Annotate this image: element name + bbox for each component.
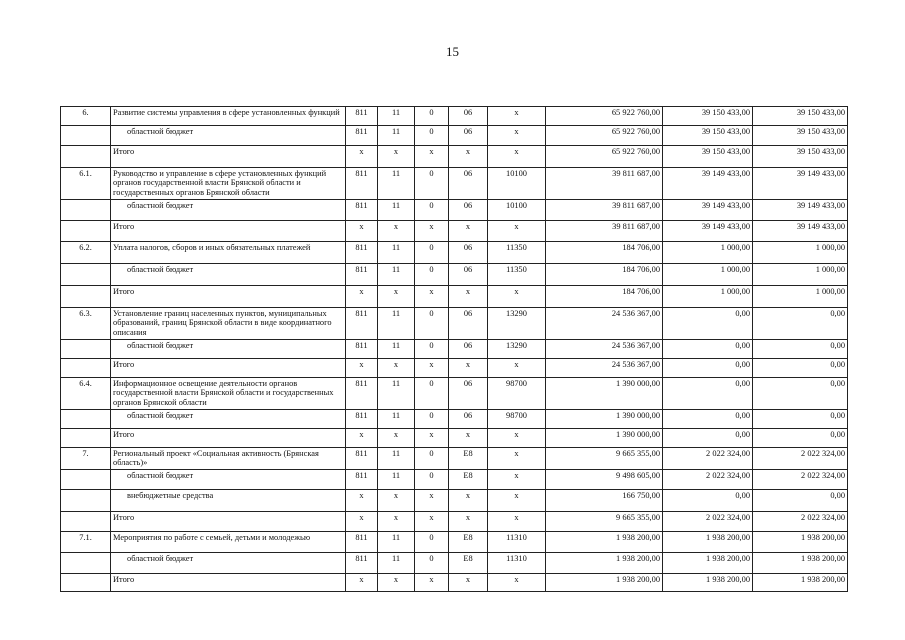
amount-cell: 65 922 760,00 bbox=[546, 126, 663, 146]
code-cell: 11310 bbox=[488, 553, 546, 574]
table-row bbox=[61, 429, 848, 448]
row-number-cell bbox=[61, 359, 111, 378]
table-row bbox=[61, 146, 848, 168]
code-cell: 11 bbox=[378, 340, 415, 359]
row-name-text: областной бюджет bbox=[127, 471, 194, 480]
amount-cell: 39 149 433,00 bbox=[663, 221, 753, 242]
code-cell: 11 bbox=[378, 448, 415, 470]
code-cell: 13290 bbox=[488, 340, 546, 359]
code-cell: х bbox=[378, 286, 415, 308]
code-cell: 06 bbox=[449, 264, 488, 286]
amount-cell: 39 150 433,00 bbox=[663, 146, 753, 168]
code-cell: 98700 bbox=[488, 378, 546, 410]
code-cell: х bbox=[378, 574, 415, 592]
code-cell: 06 bbox=[449, 308, 488, 340]
code-cell: 98700 bbox=[488, 410, 546, 429]
row-number-cell bbox=[61, 490, 111, 512]
code-cell: 11 bbox=[378, 242, 415, 264]
code-cell: Е8 bbox=[449, 532, 488, 553]
row-name-cell bbox=[111, 470, 346, 490]
row-name-cell: Итого bbox=[111, 146, 346, 168]
code-cell: 06 bbox=[449, 340, 488, 359]
row-number-cell bbox=[61, 574, 111, 592]
code-cell: 11 bbox=[378, 470, 415, 490]
code-cell: х bbox=[415, 490, 449, 512]
table-row bbox=[61, 126, 848, 146]
table-row bbox=[61, 107, 848, 126]
amount-cell: 0,00 bbox=[753, 490, 848, 512]
row-number-cell: 7. bbox=[61, 448, 111, 470]
table-row bbox=[61, 242, 848, 264]
code-cell: х bbox=[488, 107, 546, 126]
code-cell: х bbox=[488, 448, 546, 470]
code-cell: 0 bbox=[415, 532, 449, 553]
code-cell: 811 bbox=[346, 340, 378, 359]
row-number-cell: 6.4. bbox=[61, 378, 111, 410]
amount-cell: 0,00 bbox=[663, 340, 753, 359]
table-row bbox=[61, 200, 848, 221]
amount-cell: 0,00 bbox=[663, 490, 753, 512]
code-cell: 11 bbox=[378, 264, 415, 286]
row-number-cell bbox=[61, 512, 111, 532]
code-cell: х bbox=[488, 126, 546, 146]
row-name-cell: Итого bbox=[111, 512, 346, 532]
code-cell: 11310 bbox=[488, 532, 546, 553]
code-cell: 811 bbox=[346, 410, 378, 429]
code-cell: 811 bbox=[346, 378, 378, 410]
code-cell: 0 bbox=[415, 340, 449, 359]
code-cell: 0 bbox=[415, 264, 449, 286]
code-cell: 06 bbox=[449, 410, 488, 429]
row-name-cell: Итого bbox=[111, 221, 346, 242]
code-cell: х bbox=[449, 359, 488, 378]
table-row bbox=[61, 512, 848, 532]
amount-cell: 0,00 bbox=[753, 410, 848, 429]
row-name-cell: Развитие системы управления в сфере установленных функций bbox=[111, 107, 346, 126]
amount-cell: 1 938 200,00 bbox=[663, 574, 753, 592]
code-cell: х bbox=[378, 146, 415, 168]
row-name-text: областной бюджет bbox=[127, 341, 194, 350]
row-number-cell bbox=[61, 200, 111, 221]
amount-cell: 184 706,00 bbox=[546, 286, 663, 308]
amount-cell: 1 000,00 bbox=[663, 286, 753, 308]
code-cell: х bbox=[449, 221, 488, 242]
amount-cell: 9 665 355,00 bbox=[546, 448, 663, 470]
code-cell: 0 bbox=[415, 126, 449, 146]
row-name-text: областной бюджет bbox=[127, 411, 194, 420]
code-cell: х bbox=[415, 429, 449, 448]
code-cell: 11 bbox=[378, 378, 415, 410]
table-body bbox=[61, 107, 848, 592]
code-cell: 0 bbox=[415, 378, 449, 410]
code-cell: 811 bbox=[346, 126, 378, 146]
code-cell: х bbox=[449, 429, 488, 448]
amount-cell: 184 706,00 bbox=[546, 264, 663, 286]
row-number-cell bbox=[61, 126, 111, 146]
row-name-cell: Мероприятия по работе с семьей, детьми и молодежью bbox=[111, 532, 346, 553]
amount-cell: 0,00 bbox=[753, 429, 848, 448]
amount-cell: 1 938 200,00 bbox=[546, 574, 663, 592]
code-cell: 11 bbox=[378, 532, 415, 553]
row-number-cell bbox=[61, 410, 111, 429]
table-row bbox=[61, 410, 848, 429]
amount-cell: 39 150 433,00 bbox=[663, 126, 753, 146]
code-cell: х bbox=[415, 286, 449, 308]
row-name-text: областной бюджет bbox=[127, 265, 194, 274]
code-cell: х bbox=[488, 429, 546, 448]
row-name-cell: Информационное освещение деятельности органов государственной власти Брянской области и государственных органов Брянской области bbox=[111, 378, 346, 410]
code-cell: х bbox=[378, 429, 415, 448]
row-number-cell bbox=[61, 553, 111, 574]
code-cell: 811 bbox=[346, 264, 378, 286]
code-cell: х bbox=[378, 512, 415, 532]
table-row bbox=[61, 574, 848, 592]
amount-cell: 39 150 433,00 bbox=[753, 107, 848, 126]
code-cell: 11 bbox=[378, 308, 415, 340]
code-cell: 811 bbox=[346, 200, 378, 221]
amount-cell: 24 536 367,00 bbox=[546, 340, 663, 359]
code-cell: х bbox=[346, 221, 378, 242]
amount-cell: 1 938 200,00 bbox=[753, 553, 848, 574]
amount-cell: 39 149 433,00 bbox=[663, 200, 753, 221]
code-cell: Е8 bbox=[449, 448, 488, 470]
amount-cell: 9 665 355,00 bbox=[546, 512, 663, 532]
amount-cell: 24 536 367,00 bbox=[546, 359, 663, 378]
code-cell: 811 bbox=[346, 448, 378, 470]
amount-cell: 1 000,00 bbox=[753, 242, 848, 264]
amount-cell: 2 022 324,00 bbox=[663, 448, 753, 470]
row-name-text: областной бюджет bbox=[127, 201, 194, 210]
amount-cell: 0,00 bbox=[663, 308, 753, 340]
table-row bbox=[61, 359, 848, 378]
row-name-cell bbox=[111, 490, 346, 512]
amount-cell: 0,00 bbox=[753, 378, 848, 410]
amount-cell: 9 498 605,00 bbox=[546, 470, 663, 490]
table-row bbox=[61, 553, 848, 574]
row-number-cell: 6.1. bbox=[61, 168, 111, 200]
code-cell: х bbox=[488, 512, 546, 532]
row-name-cell: Региональный проект «Социальная активность (Брянская область)» bbox=[111, 448, 346, 470]
row-name-cell bbox=[111, 410, 346, 429]
row-name-cell bbox=[111, 126, 346, 146]
code-cell: 0 bbox=[415, 410, 449, 429]
code-cell: х bbox=[415, 512, 449, 532]
code-cell: 11 bbox=[378, 553, 415, 574]
budget-table bbox=[60, 106, 848, 592]
row-name-text: областной бюджет bbox=[127, 127, 194, 136]
code-cell: х bbox=[449, 512, 488, 532]
row-number-cell bbox=[61, 221, 111, 242]
code-cell: Е8 bbox=[449, 553, 488, 574]
code-cell: х bbox=[346, 359, 378, 378]
row-name-cell bbox=[111, 264, 346, 286]
code-cell: 11350 bbox=[488, 264, 546, 286]
amount-cell: 1 938 200,00 bbox=[663, 532, 753, 553]
code-cell: 0 bbox=[415, 168, 449, 200]
code-cell: 11 bbox=[378, 200, 415, 221]
code-cell: х bbox=[378, 359, 415, 378]
amount-cell: 0,00 bbox=[753, 340, 848, 359]
code-cell: 06 bbox=[449, 378, 488, 410]
amount-cell: 39 150 433,00 bbox=[753, 126, 848, 146]
table-row bbox=[61, 340, 848, 359]
amount-cell: 1 000,00 bbox=[753, 286, 848, 308]
code-cell: х bbox=[449, 286, 488, 308]
amount-cell: 184 706,00 bbox=[546, 242, 663, 264]
row-name-text: областной бюджет bbox=[127, 554, 194, 563]
amount-cell: 1 390 000,00 bbox=[546, 410, 663, 429]
amount-cell: 0,00 bbox=[663, 378, 753, 410]
code-cell: х bbox=[378, 490, 415, 512]
amount-cell: 2 022 324,00 bbox=[663, 470, 753, 490]
amount-cell: 0,00 bbox=[663, 429, 753, 448]
code-cell: х bbox=[488, 490, 546, 512]
row-number-cell: 6. bbox=[61, 107, 111, 126]
table-row bbox=[61, 221, 848, 242]
code-cell: х bbox=[449, 574, 488, 592]
table-row bbox=[61, 168, 848, 200]
code-cell: х bbox=[449, 146, 488, 168]
amount-cell: 0,00 bbox=[663, 410, 753, 429]
code-cell: х bbox=[378, 221, 415, 242]
amount-cell: 24 536 367,00 bbox=[546, 308, 663, 340]
amount-cell: 1 000,00 bbox=[663, 242, 753, 264]
amount-cell: 39 149 433,00 bbox=[753, 168, 848, 200]
row-name-cell: Итого bbox=[111, 574, 346, 592]
row-number-cell: 6.2. bbox=[61, 242, 111, 264]
amount-cell: 1 390 000,00 bbox=[546, 429, 663, 448]
amount-cell: 1 000,00 bbox=[753, 264, 848, 286]
amount-cell: 1 938 200,00 bbox=[663, 553, 753, 574]
code-cell: х bbox=[488, 221, 546, 242]
code-cell: 811 bbox=[346, 532, 378, 553]
code-cell: 811 bbox=[346, 107, 378, 126]
amount-cell: 1 938 200,00 bbox=[546, 553, 663, 574]
code-cell: 0 bbox=[415, 242, 449, 264]
amount-cell: 39 149 433,00 bbox=[753, 221, 848, 242]
code-cell: 06 bbox=[449, 200, 488, 221]
table-row bbox=[61, 490, 848, 512]
code-cell: 11 bbox=[378, 107, 415, 126]
code-cell: 06 bbox=[449, 126, 488, 146]
row-number-cell bbox=[61, 470, 111, 490]
code-cell: 0 bbox=[415, 448, 449, 470]
code-cell: 11 bbox=[378, 168, 415, 200]
code-cell: 13290 bbox=[488, 308, 546, 340]
code-cell: х bbox=[488, 470, 546, 490]
code-cell: х bbox=[415, 221, 449, 242]
table-row bbox=[61, 308, 848, 340]
amount-cell: 2 022 324,00 bbox=[753, 512, 848, 532]
code-cell: х bbox=[488, 574, 546, 592]
code-cell: х bbox=[488, 146, 546, 168]
amount-cell: 39 811 687,00 bbox=[546, 221, 663, 242]
code-cell: х bbox=[415, 574, 449, 592]
amount-cell: 65 922 760,00 bbox=[546, 107, 663, 126]
code-cell: 11 bbox=[378, 126, 415, 146]
amount-cell: 166 750,00 bbox=[546, 490, 663, 512]
amount-cell: 1 938 200,00 bbox=[546, 532, 663, 553]
amount-cell: 39 811 687,00 bbox=[546, 200, 663, 221]
row-number-cell bbox=[61, 286, 111, 308]
table-row bbox=[61, 470, 848, 490]
code-cell: х bbox=[346, 146, 378, 168]
code-cell: 11350 bbox=[488, 242, 546, 264]
row-number-cell bbox=[61, 340, 111, 359]
row-number-cell: 7.1. bbox=[61, 532, 111, 553]
code-cell: 0 bbox=[415, 200, 449, 221]
code-cell: х bbox=[346, 490, 378, 512]
code-cell: 06 bbox=[449, 242, 488, 264]
code-cell: 11 bbox=[378, 410, 415, 429]
code-cell: 811 bbox=[346, 242, 378, 264]
amount-cell: 1 390 000,00 bbox=[546, 378, 663, 410]
code-cell: Е8 bbox=[449, 470, 488, 490]
code-cell: 0 bbox=[415, 107, 449, 126]
amount-cell: 2 022 324,00 bbox=[753, 470, 848, 490]
code-cell: 811 bbox=[346, 308, 378, 340]
amount-cell: 2 022 324,00 bbox=[663, 512, 753, 532]
table-row bbox=[61, 378, 848, 410]
code-cell: х bbox=[449, 490, 488, 512]
row-name-cell: Руководство и управление в сфере установленных функций органов государственной власти Брянской области и государственных органов Брянской области bbox=[111, 168, 346, 200]
row-number-cell: 6.3. bbox=[61, 308, 111, 340]
table-row bbox=[61, 264, 848, 286]
amount-cell: 39 149 433,00 bbox=[663, 168, 753, 200]
row-number-cell bbox=[61, 264, 111, 286]
code-cell: 0 bbox=[415, 308, 449, 340]
amount-cell: 0,00 bbox=[753, 308, 848, 340]
table-row bbox=[61, 286, 848, 308]
amount-cell: 39 149 433,00 bbox=[753, 200, 848, 221]
code-cell: 0 bbox=[415, 470, 449, 490]
table-row bbox=[61, 448, 848, 470]
amount-cell: 1 000,00 bbox=[663, 264, 753, 286]
code-cell: 06 bbox=[449, 168, 488, 200]
row-name-cell bbox=[111, 340, 346, 359]
code-cell: 811 bbox=[346, 470, 378, 490]
row-name-cell bbox=[111, 200, 346, 221]
amount-cell: 39 150 433,00 bbox=[753, 146, 848, 168]
amount-cell: 2 022 324,00 bbox=[753, 448, 848, 470]
code-cell: х bbox=[346, 512, 378, 532]
row-number-cell bbox=[61, 429, 111, 448]
row-name-text: внебюджетные средства bbox=[127, 491, 214, 500]
row-name-cell: Итого bbox=[111, 429, 346, 448]
row-number-cell bbox=[61, 146, 111, 168]
row-name-cell: Уплата налогов, сборов и иных обязательных платежей bbox=[111, 242, 346, 264]
code-cell: х bbox=[415, 359, 449, 378]
code-cell: 811 bbox=[346, 553, 378, 574]
amount-cell: 0,00 bbox=[663, 359, 753, 378]
code-cell: 10100 bbox=[488, 200, 546, 221]
amount-cell: 39 150 433,00 bbox=[663, 107, 753, 126]
row-name-cell: Итого bbox=[111, 359, 346, 378]
code-cell: 06 bbox=[449, 107, 488, 126]
code-cell: х bbox=[346, 286, 378, 308]
page-number: 15 bbox=[446, 44, 459, 59]
amount-cell: 1 938 200,00 bbox=[753, 532, 848, 553]
amount-cell: 1 938 200,00 bbox=[753, 574, 848, 592]
amount-cell: 39 811 687,00 bbox=[546, 168, 663, 200]
row-name-cell bbox=[111, 553, 346, 574]
code-cell: х bbox=[346, 429, 378, 448]
code-cell: 0 bbox=[415, 553, 449, 574]
code-cell: х bbox=[346, 574, 378, 592]
code-cell: 811 bbox=[346, 168, 378, 200]
code-cell: х bbox=[488, 359, 546, 378]
row-name-cell: Установление границ населенных пунктов, муниципальных образований, границ Брянской области в виде координатного описания bbox=[111, 308, 346, 340]
code-cell: х bbox=[488, 286, 546, 308]
amount-cell: 0,00 bbox=[753, 359, 848, 378]
code-cell: х bbox=[415, 146, 449, 168]
row-name-cell: Итого bbox=[111, 286, 346, 308]
code-cell: 10100 bbox=[488, 168, 546, 200]
amount-cell: 65 922 760,00 bbox=[546, 146, 663, 168]
table-row bbox=[61, 532, 848, 553]
